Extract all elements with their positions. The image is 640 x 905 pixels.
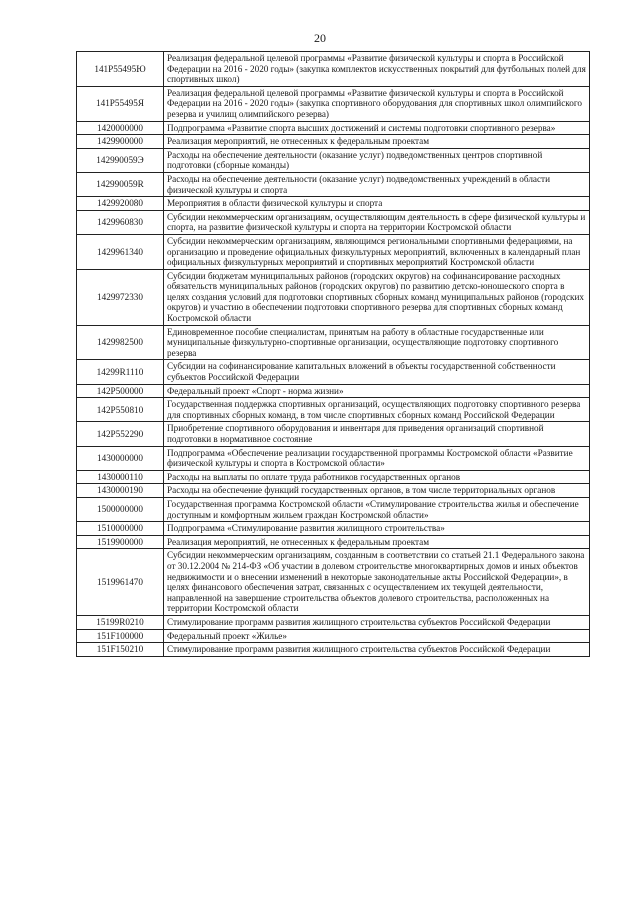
target-article-code: 1429960830 [77, 210, 164, 234]
table-row [77, 210, 590, 234]
table-row [77, 522, 590, 536]
target-article-name: Государственная поддержка спортивных организаций, осуществляющих подготовку спортивного резерва для спортивных сборных команд, в том числе спортивных сборных команд Российской Федерации [164, 398, 590, 422]
table-body [77, 52, 590, 657]
table-row [77, 325, 590, 360]
target-article-code: 1519900000 [77, 535, 164, 549]
target-article-name: Реализация федеральной целевой программы «Развитие физической культуры и спорта в Российской Федерации на 2016 - 2020 годы» (закупка комплектов искусственных покрытий для футбольных полей для спортивных школ) [164, 52, 590, 87]
target-article-code: 1519961470 [77, 549, 164, 616]
target-article-code: 1420000000 [77, 121, 164, 135]
target-article-name: Подпрограмма «Стимулирование развития жилищного строительства» [164, 522, 590, 536]
target-article-code: 1500000000 [77, 497, 164, 521]
table-row [77, 121, 590, 135]
target-article-code: 1429961340 [77, 234, 164, 269]
target-article-name: Расходы на выплаты по оплате труда работников государственных органов [164, 470, 590, 484]
table-row [77, 86, 590, 121]
target-article-name: Субсидии бюджетам муниципальных районов (городских округов) на софинансирование расходных обязательств муниципальных районов (городских округов) по развитию детско-юношеского спорта в целях создания условий для подготовки спортивных сборных команд муниципальных районов (городских округов) и участию в обеспечении подготовки спортивного резерва для спортивных сборных команд Костромской области [164, 269, 590, 325]
target-article-code: 142P500000 [77, 384, 164, 398]
table-row [77, 446, 590, 470]
page-number: 20 [314, 31, 326, 45]
target-article-name: Федеральный проект «Спорт - норма жизни» [164, 384, 590, 398]
target-article-name: Субсидии на софинансирование капитальных вложений в объекты государственной собственности субъектов Российской Федерации [164, 360, 590, 384]
table-row [77, 484, 590, 498]
target-article-code: 142990059Э [77, 148, 164, 172]
target-article-code: 15199R0210 [77, 615, 164, 629]
target-article-name: Стимулирование программ развития жилищного строительства субъектов Российской Федерации [164, 615, 590, 629]
target-article-code: 1430000000 [77, 446, 164, 470]
target-article-code: 1429900000 [77, 135, 164, 149]
target-article-code: 151F150210 [77, 643, 164, 657]
target-article-name: Субсидии некоммерческим организациям, являющимся региональными спортивными федерациями, на организацию и проведение официальных физкультурных мероприятий, включенных в календарный план официальных физкультурных мероприятий и спортивных мероприятий Костромской области [164, 234, 590, 269]
target-article-name: Стимулирование программ развития жилищного строительства субъектов Российской Федерации [164, 643, 590, 657]
target-article-name: Расходы на обеспечение функций государственных органов, в том числе территориальных органов [164, 484, 590, 498]
table-row [77, 470, 590, 484]
target-article-name: Реализация федеральной целевой программы «Развитие физической культуры и спорта в Российской Федерации на 2016 - 2020 годы» (закупка спортивного оборудования для спортивных школ олимпийского резерва и училищ олимпийского резерва) [164, 86, 590, 121]
table-row [77, 398, 590, 422]
target-article-code: 1429920080 [77, 197, 164, 211]
target-article-code: 141P55495Я [77, 86, 164, 121]
target-article-name: Расходы на обеспечение деятельности (оказание услуг) подведомственных учреждений в области физической культуры и спорта [164, 172, 590, 196]
target-article-code: 142990059R [77, 172, 164, 196]
target-article-code: 1430000190 [77, 484, 164, 498]
table-row [77, 422, 590, 446]
target-article-name: Реализация мероприятий, не отнесенных к федеральным проектам [164, 535, 590, 549]
target-article-code: 142P550810 [77, 398, 164, 422]
budget-classification-table [76, 51, 590, 657]
target-article-code: 1510000000 [77, 522, 164, 536]
table-row [77, 629, 590, 643]
target-article-name: Подпрограмма «Обеспечение реализации государственной программы Костромской области «Развитие физической культуры и спорта в Костромской области» [164, 446, 590, 470]
table-row [77, 643, 590, 657]
target-article-name: Государственная программа Костромской области «Стимулирование строительства жилья и обеспечение доступным и комфортным жильем граждан Костромской области» [164, 497, 590, 521]
table-row [77, 197, 590, 211]
target-article-name: Расходы на обеспечение деятельности (оказание услуг) подведомственных центров спортивной подготовки (сборные команды) [164, 148, 590, 172]
target-article-name: Приобретение спортивного оборудования и инвентаря для приведения организаций спортивной подготовки в нормативное состояние [164, 422, 590, 446]
table-row [77, 497, 590, 521]
target-article-name: Субсидии некоммерческим организациям, осуществляющим деятельность в сфере физической культуры и спорта, на развитие физической культуры и спорта на территории Костромской области [164, 210, 590, 234]
target-article-code: 14299R1110 [77, 360, 164, 384]
target-article-code: 151F100000 [77, 629, 164, 643]
table-row [77, 535, 590, 549]
target-article-name: Мероприятия в области физической культуры и спорта [164, 197, 590, 211]
target-article-code: 1429972330 [77, 269, 164, 325]
table-row [77, 384, 590, 398]
table-row [77, 549, 590, 616]
target-article-name: Реализация мероприятий, не отнесенных к федеральным проектам [164, 135, 590, 149]
target-article-name: Подпрограмма «Развитие спорта высших достижений и системы подготовки спортивного резерва» [164, 121, 590, 135]
table-row [77, 135, 590, 149]
table-row [77, 360, 590, 384]
table-row [77, 148, 590, 172]
table-row [77, 234, 590, 269]
target-article-name: Единовременное пособие специалистам, принятым на работу в областные государственные или муниципальные физкультурно-спортивные организации, осуществляющие подготовку спортивного резерва [164, 325, 590, 360]
table-row [77, 172, 590, 196]
table-row [77, 52, 590, 87]
table-row [77, 615, 590, 629]
target-article-code: 1430000110 [77, 470, 164, 484]
target-article-code: 142P552290 [77, 422, 164, 446]
target-article-code: 141P55495Ю [77, 52, 164, 87]
target-article-name: Федеральный проект «Жилье» [164, 629, 590, 643]
target-article-name: Субсидии некоммерческим организациям, созданным в соответствии со статьей 21.1 Федерального закона от 30.12.2004 № 214-ФЗ «Об участии в долевом строительстве многоквартирных домов и иных объектов недвижимости и о внесении изменений в некоторые законодательные акты Российской Федерации», в целях финансового обеспечения затрат, связанных с осуществлением их текущей деятельности, направленной на завершение строительства объектов долевого строительства, расположенных на территории Костромской области [164, 549, 590, 616]
table-row [77, 269, 590, 325]
target-article-code: 1429982500 [77, 325, 164, 360]
